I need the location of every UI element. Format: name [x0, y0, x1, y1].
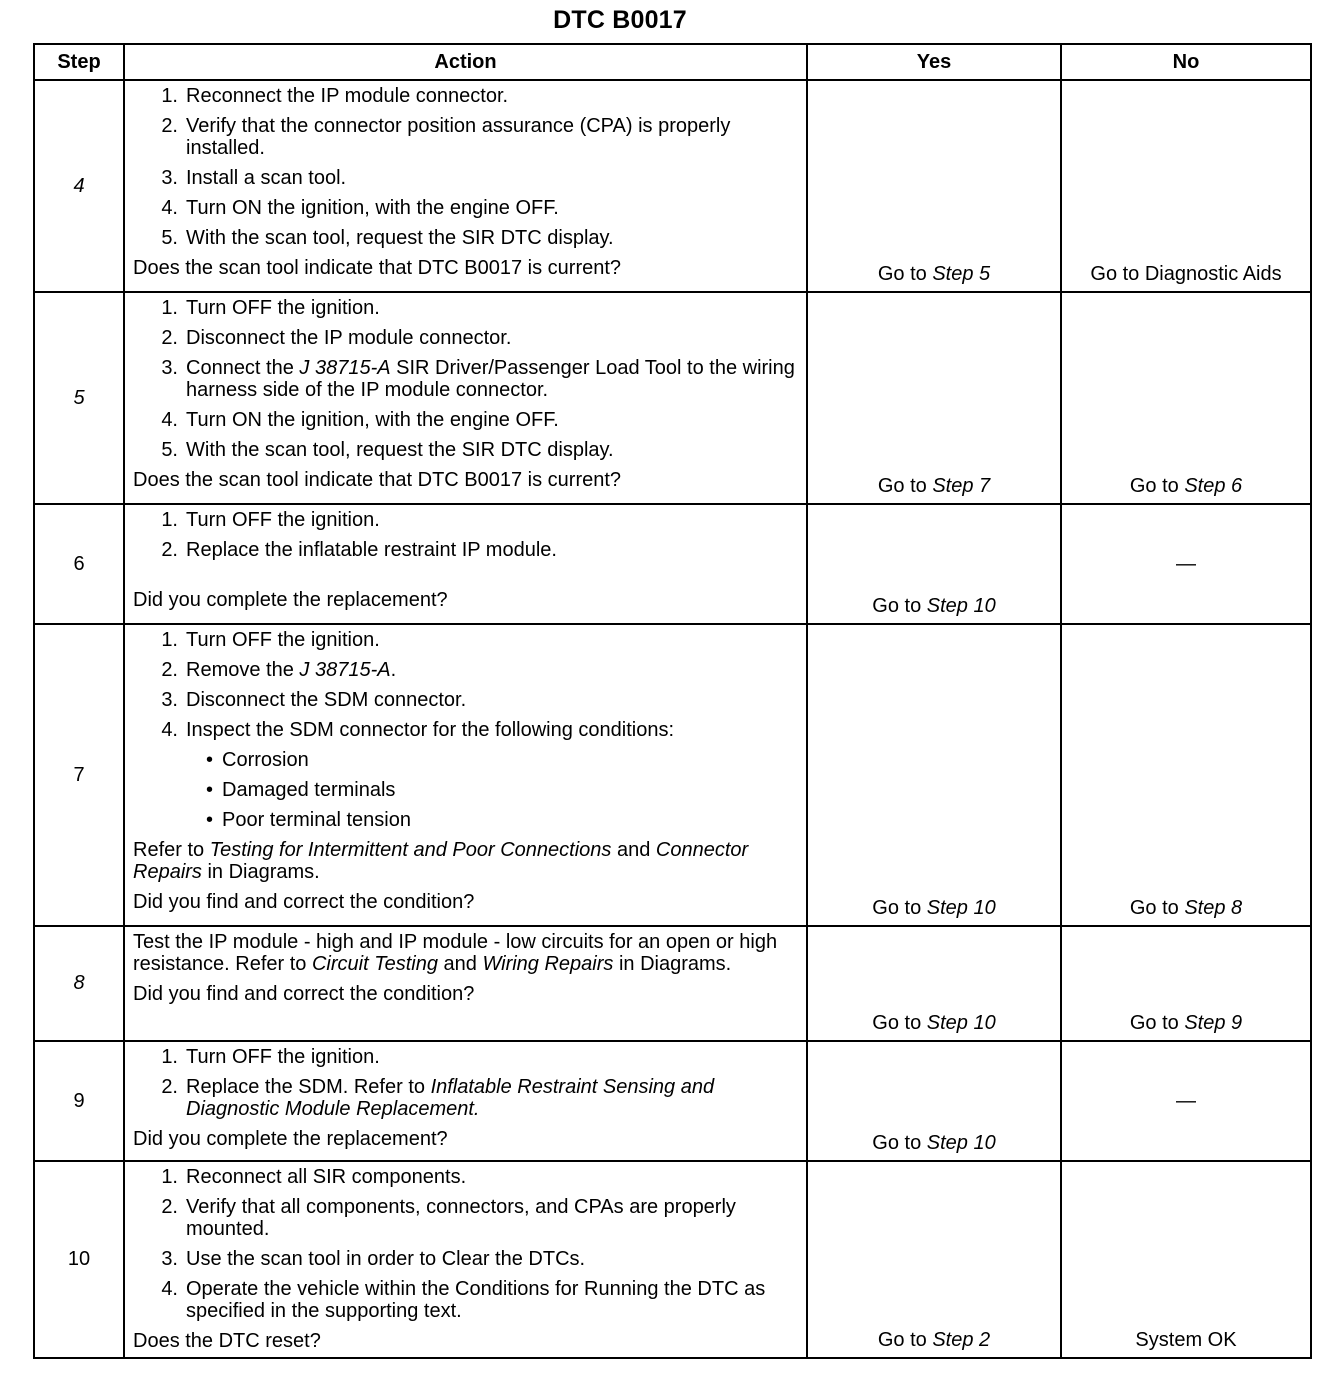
page-title: DTC B0017 [553, 6, 687, 34]
list-number: 1. [161, 509, 178, 531]
list-number: 2. [161, 659, 178, 681]
question-text: Did you complete the replacement? [133, 589, 448, 611]
step-link[interactable]: Step 7 [932, 475, 991, 497]
bullet-item: • Poor terminal tension [133, 809, 796, 831]
action-cell [124, 504, 807, 624]
step-number: 4 [34, 80, 124, 292]
list-number: 2. [161, 1076, 178, 1098]
step-link[interactable]: Step 2 [932, 1329, 991, 1351]
table-row [34, 1161, 1311, 1358]
column-header-yes: Yes [807, 44, 1061, 80]
list-number: 2. [161, 115, 178, 137]
no-cell: System OK [1061, 1161, 1311, 1358]
list-number: 4. [161, 409, 178, 431]
action-cell [124, 1161, 807, 1358]
table-row [34, 80, 1311, 292]
list-item: 4. Inspect the SDM connector for the following conditions: [133, 719, 796, 741]
list-item: 5. With the scan tool, request the SIR DTC display. [133, 227, 796, 249]
step-link[interactable]: Step 10 [926, 1132, 996, 1154]
step-number: 8 [34, 926, 124, 1041]
action-cell [124, 926, 807, 1041]
list-number: 3. [161, 689, 178, 711]
list-item: 5. With the scan tool, request the SIR DTC display. [133, 439, 796, 461]
yes-cell: Go to Step 7 [807, 292, 1061, 504]
table-row [34, 504, 1311, 624]
list-number: 1. [161, 629, 178, 651]
column-header-no: No [1061, 44, 1311, 80]
step-link[interactable]: Step 8 [1184, 897, 1243, 919]
list-item: 4. Turn ON the ignition, with the engine OFF. [133, 197, 796, 219]
question-text: Did you complete the replacement? [133, 1128, 448, 1150]
bullet-icon: • [205, 809, 213, 831]
list-item: 2. Replace the SDM. Refer to Inflatable Restraint Sensing and Diagnostic Module Replacement. [133, 1076, 796, 1120]
list-item: 3. Disconnect the SDM connector. [133, 689, 796, 711]
step-number: 10 [34, 1161, 124, 1358]
step-link[interactable]: Step 5 [932, 263, 991, 285]
list-number: 1. [161, 1166, 178, 1188]
table-row [34, 624, 1311, 926]
yes-cell: Go to Step 10 [807, 624, 1061, 926]
dash-symbol: — [1176, 1090, 1196, 1112]
list-item: 1. Turn OFF the ignition. [133, 629, 796, 651]
step-link[interactable]: Step 6 [1184, 475, 1243, 497]
column-header-action: Action [124, 44, 807, 80]
question-text: Does the DTC reset? [133, 1330, 321, 1352]
list-number: 2. [161, 1196, 178, 1218]
yes-cell: Go to Step 5 [807, 80, 1061, 292]
yes-cell: Go to Step 2 [807, 1161, 1061, 1358]
column-header-step: Step [34, 44, 124, 80]
table-row [34, 1041, 1311, 1161]
list-item: 1. Reconnect the IP module connector. [133, 85, 796, 107]
list-number: 4. [161, 719, 178, 741]
list-item: 2. Disconnect the IP module connector. [133, 327, 796, 349]
yes-cell: Go to Step 10 [807, 1041, 1061, 1161]
list-item: 2. Verify that the connector position assurance (CPA) is properly installed. [133, 115, 796, 159]
bullet-item: • Damaged terminals [133, 779, 796, 801]
table-row [34, 292, 1311, 504]
step-link[interactable]: Step 9 [1184, 1012, 1243, 1034]
no-cell: Go to Step 6 [1061, 292, 1311, 504]
yes-cell: Go to Step 10 [807, 926, 1061, 1041]
step-link[interactable]: Step 10 [926, 595, 996, 617]
no-cell: Go to Step 9 [1061, 926, 1311, 1041]
bullet-icon: • [205, 749, 213, 771]
list-item: 2. Verify that all components, connectors, and CPAs are properly mounted. [133, 1196, 796, 1240]
question-text: Did you find and correct the condition? [133, 983, 475, 1005]
list-item: 4. Operate the vehicle within the Conditions for Running the DTC as specified in the supporting text. [133, 1278, 796, 1322]
list-number: 5. [161, 227, 178, 249]
list-item: 3. Install a scan tool. [133, 167, 796, 189]
list-number: 5. [161, 439, 178, 461]
list-number: 1. [161, 297, 178, 319]
list-number: 4. [161, 1278, 178, 1300]
action-cell [124, 292, 807, 504]
yes-cell: Go to Step 10 [807, 504, 1061, 624]
list-item: 1. Turn OFF the ignition. [133, 1046, 796, 1068]
question-text: Did you find and correct the condition? [133, 891, 475, 913]
bullet-icon: • [205, 779, 213, 801]
no-cell: Go to Diagnostic Aids [1061, 80, 1311, 292]
list-number: 2. [161, 539, 178, 561]
refer-text: Refer to Testing for Intermittent and Poor Connections and Connector Repairs in Diagrams. [133, 839, 749, 883]
action-cell [124, 1041, 807, 1161]
no-cell [1061, 1041, 1311, 1161]
list-item: 3. Use the scan tool in order to Clear the DTCs. [133, 1248, 796, 1270]
list-number: 2. [161, 327, 178, 349]
list-number: 4. [161, 197, 178, 219]
action-text: Test the IP module - high and IP module - low circuits for an open or high resistance. Refer to Circuit Testing and Wiring Repairs in Diagrams. [133, 931, 778, 975]
list-number: 1. [161, 85, 178, 107]
no-cell [1061, 504, 1311, 624]
step-number: 5 [34, 292, 124, 504]
list-item: 2. Replace the inflatable restraint IP module. [133, 539, 796, 561]
table-row [34, 926, 1311, 1041]
list-number: 3. [161, 357, 178, 379]
step-link[interactable]: Step 10 [926, 1012, 996, 1034]
diagnostic-table [33, 43, 1312, 1359]
dash-symbol: — [1176, 553, 1196, 575]
bullet-item: • Corrosion [133, 749, 796, 771]
step-number: 6 [34, 504, 124, 624]
step-link[interactable]: Step 10 [926, 897, 996, 919]
action-cell [124, 80, 807, 292]
list-number: 1. [161, 1046, 178, 1068]
list-number: 3. [161, 167, 178, 189]
list-item: 2. Remove the J 38715-A. [133, 659, 796, 681]
list-item: 1. Turn OFF the ignition. [133, 297, 796, 319]
no-cell: Go to Step 8 [1061, 624, 1311, 926]
step-number: 9 [34, 1041, 124, 1161]
action-cell [124, 624, 807, 926]
list-item: 1. Turn OFF the ignition. [133, 509, 796, 531]
list-item: 1. Reconnect all SIR components. [133, 1166, 796, 1188]
step-number: 7 [34, 624, 124, 926]
list-item: 4. Turn ON the ignition, with the engine OFF. [133, 409, 796, 431]
question-text: Does the scan tool indicate that DTC B0017 is current? [133, 469, 622, 491]
list-number: 3. [161, 1248, 178, 1270]
table-header-row [34, 44, 1311, 80]
list-item: 3. Connect the J 38715-A SIR Driver/Passenger Load Tool to the wiring harness side of the IP module connector. [133, 357, 796, 401]
question-text: Does the scan tool indicate that DTC B0017 is current? [133, 257, 622, 279]
